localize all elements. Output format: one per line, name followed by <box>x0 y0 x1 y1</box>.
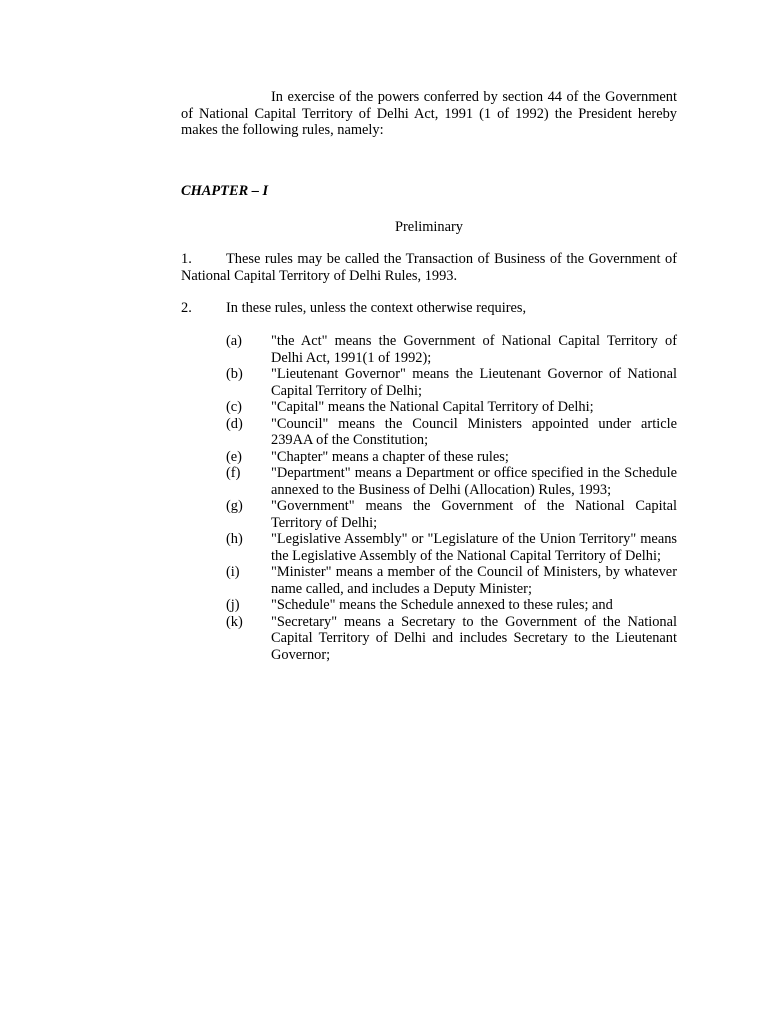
definition-item <box>226 333 677 366</box>
definition-marker: (h) <box>226 531 243 547</box>
definition-item <box>226 399 677 416</box>
preamble-paragraph: In exercise of the powers conferred by section 44 of the Government of National Capital Territory of Delhi Act, 1991 (1 of 1992) the President hereby makes the following rules, namely: <box>181 89 677 138</box>
definition-marker: (e) <box>226 448 242 465</box>
definition-text: "Government" means the Government of the National Capital Territory of Delhi; <box>271 498 677 531</box>
definition-marker: (b) <box>226 366 243 382</box>
definition-text: "Lieutenant Governor" means the Lieutenant Governor of National Capital Territory of Delhi; <box>271 366 677 399</box>
definition-marker: (a) <box>226 333 242 349</box>
definition-marker: (f) <box>226 465 241 481</box>
rule-2-number: 2. <box>181 300 192 316</box>
definition-text: "Minister" means a member of the Council of Ministers, by whatever name called, and includes a Deputy Minister; <box>271 564 677 597</box>
definition-item <box>226 614 677 664</box>
definition-item <box>226 531 677 564</box>
definition-item <box>226 416 677 449</box>
chapter-heading: CHAPTER – I <box>181 183 269 199</box>
rule-2-paragraph <box>181 300 677 317</box>
definition-text: "the Act" means the Government of National Capital Territory of Delhi Act, 1991(1 of 1992); <box>271 333 677 366</box>
definitions-list <box>226 333 677 663</box>
rule-1-text: These rules may be called the Transaction of Business of the Government of National Capital Territory of Delhi Rules, 1993. <box>181 251 677 284</box>
definition-text: "Schedule" means the Schedule annexed to these rules; and <box>271 597 613 613</box>
definition-marker: (i) <box>226 564 240 580</box>
definition-marker: (g) <box>226 498 243 514</box>
definition-marker: (c) <box>226 399 242 415</box>
definition-text: "Secretary" means a Secretary to the Government of the National Capital Territory of Delhi and includes Secretary to the Lieutenant Governor; <box>271 613 677 663</box>
rule-2-text: In these rules, unless the context otherwise requires, <box>226 300 527 316</box>
definition-marker: (k) <box>226 613 243 630</box>
definition-marker: (d) <box>226 415 243 432</box>
definition-text: "Department" means a Department or office specified in the Schedule annexed to the Business of Delhi (Allocation) Rules, 1993; <box>271 465 677 498</box>
definition-text: "Legislative Assembly" or "Legislature of the Union Territory" means the Legislative Assembly of the National Capital Territory of Delhi; <box>271 531 677 564</box>
definition-item <box>226 449 677 466</box>
definition-item <box>226 564 677 597</box>
definition-item <box>226 498 677 531</box>
definition-item <box>226 366 677 399</box>
definition-item <box>226 597 677 614</box>
definition-text: "Council" means the Council Ministers appointed under article 239AA of the Constitution; <box>271 415 677 448</box>
definition-item <box>226 465 677 498</box>
definition-text: "Chapter" means a chapter of these rules; <box>271 448 509 465</box>
rule-1-number: 1. <box>181 251 192 267</box>
definition-marker: (j) <box>226 597 240 613</box>
chapter-title: Preliminary <box>395 219 463 235</box>
rule-1-paragraph <box>181 251 677 284</box>
definition-text: "Capital" means the National Capital Territory of Delhi; <box>271 399 594 415</box>
